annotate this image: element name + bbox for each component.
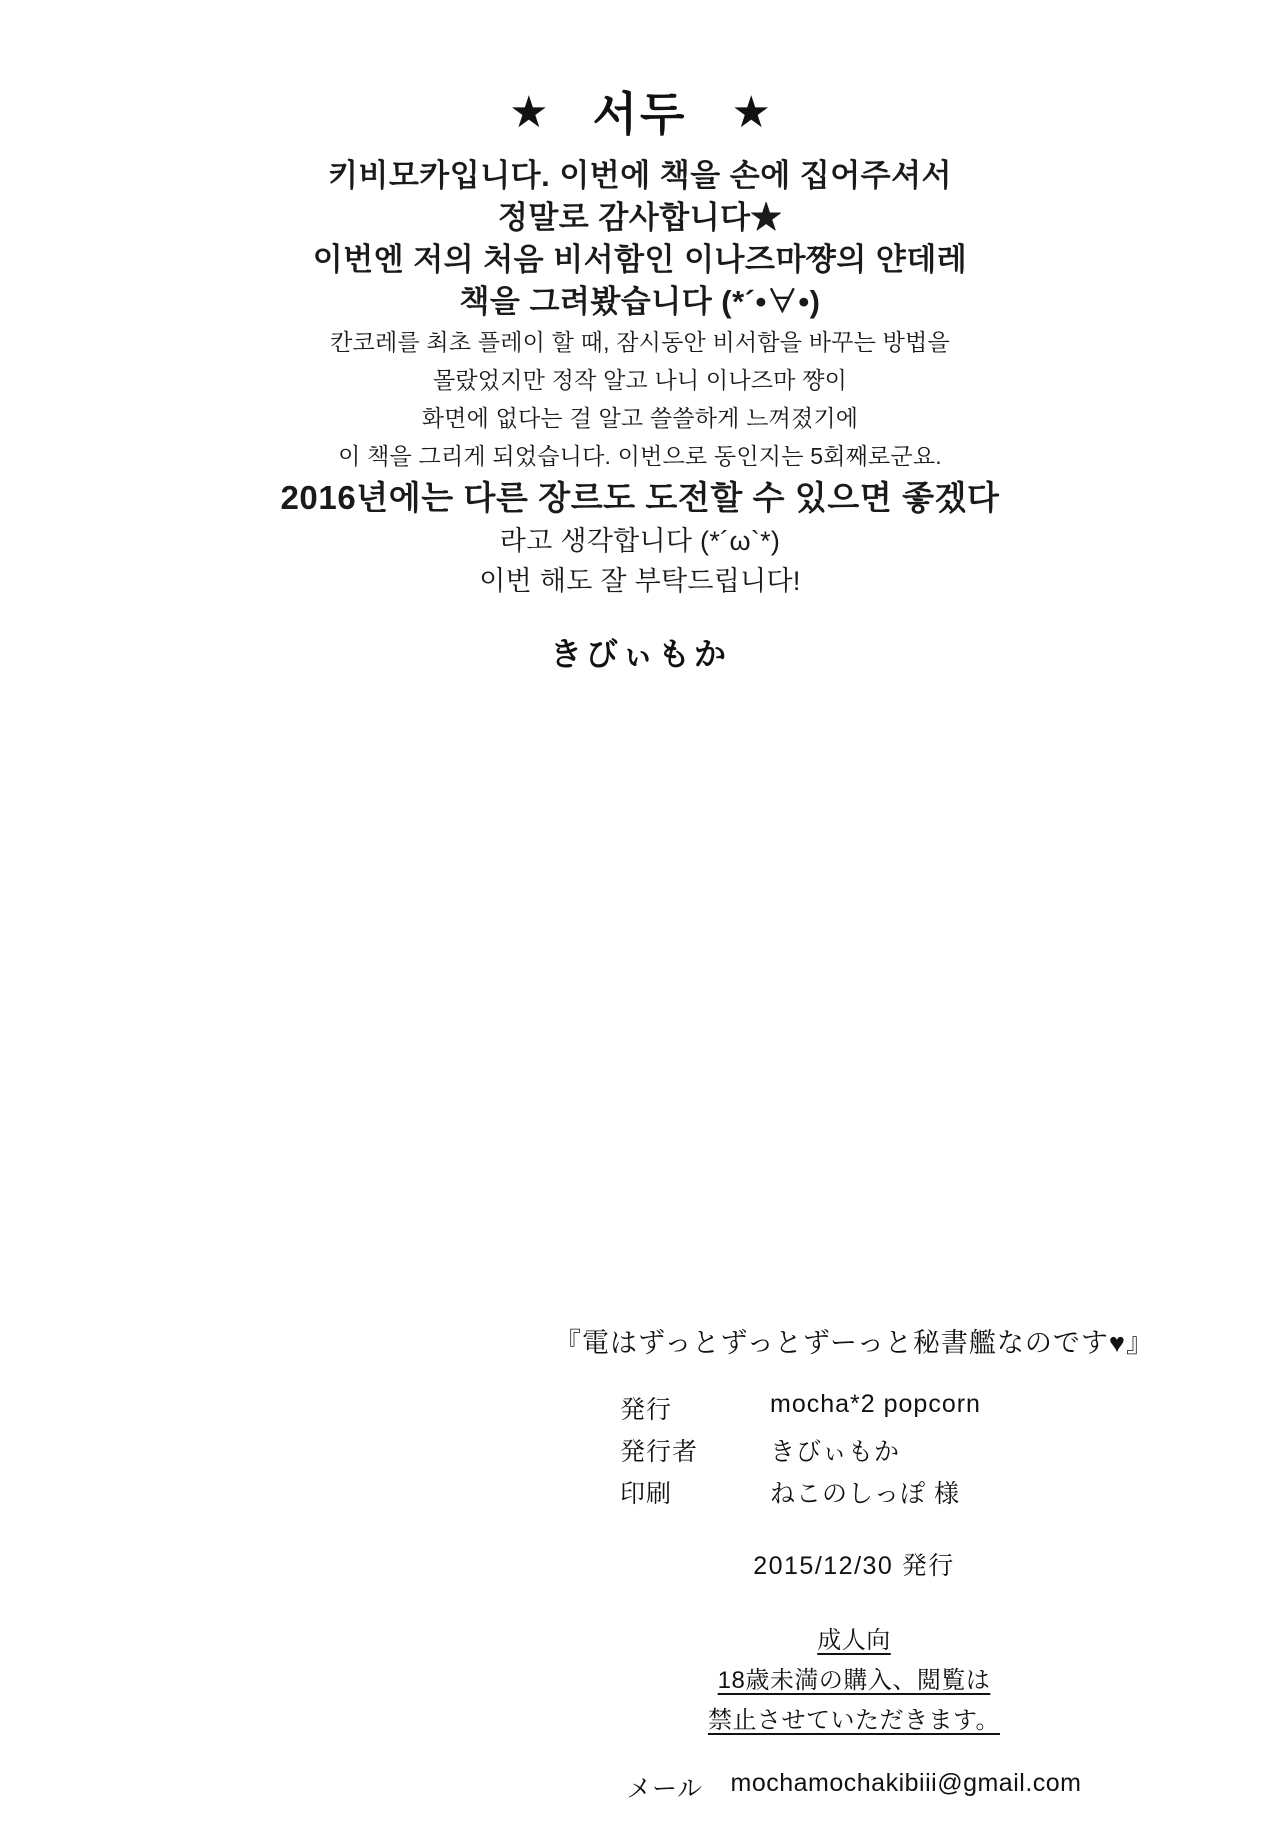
afterword-line: 몰랐었지만 정작 알고 나니 이나즈마 쨩이 [432,367,848,393]
star-icon-right: ★ [731,88,771,137]
page-title: 서두 [592,88,688,140]
afterword-line: 키비모카입니다. 이번에 책을 손에 집어주셔서 [327,158,953,193]
afterword-body [0,155,1280,675]
afterword-line: 책을 그려봤습니다 (*´•∀•) [459,284,821,319]
afterword-line: 라고 생각합니다 (*´ω`*) [499,526,781,556]
contact-mail [484,1769,1224,1805]
credit-label: 印刷 [620,1480,673,1508]
afterword-line: 이번엔 저의 처음 비서함인 이나즈마쨩의 얀데레 [312,242,968,277]
credit-value: きびぃもか [770,1438,901,1466]
afterword-line: 칸코레를 최초 플레이 할 때, 잠시동안 비서함을 바꾸는 방법을 [330,329,950,355]
credits-list [484,1390,1224,1510]
work-title: 『電はずっとずっとずーっと秘書艦なのです♥』 [554,1328,1154,1358]
afterword-line: 정말로 감사합니다★ [497,200,783,235]
star-icon-left: ★ [509,88,549,137]
mail-label: メール [626,1775,703,1803]
publish-date: 2015/12/30 発行 [753,1552,955,1580]
credit-label: 発行者 [620,1438,699,1466]
age-restriction-notice [484,1620,1224,1735]
colophon [484,1321,1224,1805]
notice-line: 禁止させていただきます。 [707,1707,1001,1734]
afterword-line: 이 책을 그리게 되었습니다. 이번으로 동인지는 5회째로군요. [338,443,942,469]
notice-line: 18歳未満の購入、閲覧は [717,1667,991,1694]
afterword-line: 이번 해도 잘 부탁드립니다! [479,566,801,596]
credit-label: 発行 [620,1396,673,1424]
credit-value: mocha*2 popcorn [770,1390,981,1418]
afterword-heading [0,78,1280,144]
credit-row [484,1432,1224,1468]
credit-value: ねこのしっぽ 様 [770,1480,960,1508]
mail-address: mochamochakibiii@gmail.com [730,1769,1082,1797]
notice-line: 成人向 [817,1627,891,1654]
afterword-line: 화면에 없다는 걸 알고 쓸쓸하게 느껴졌기에 [421,405,859,431]
credit-row [484,1474,1224,1510]
afterword-line: 2016년에는 다른 장르도 도전할 수 있으면 좋겠다 [280,479,1000,516]
author-signature: きびぃもか [549,636,730,672]
credit-row [484,1390,1224,1426]
